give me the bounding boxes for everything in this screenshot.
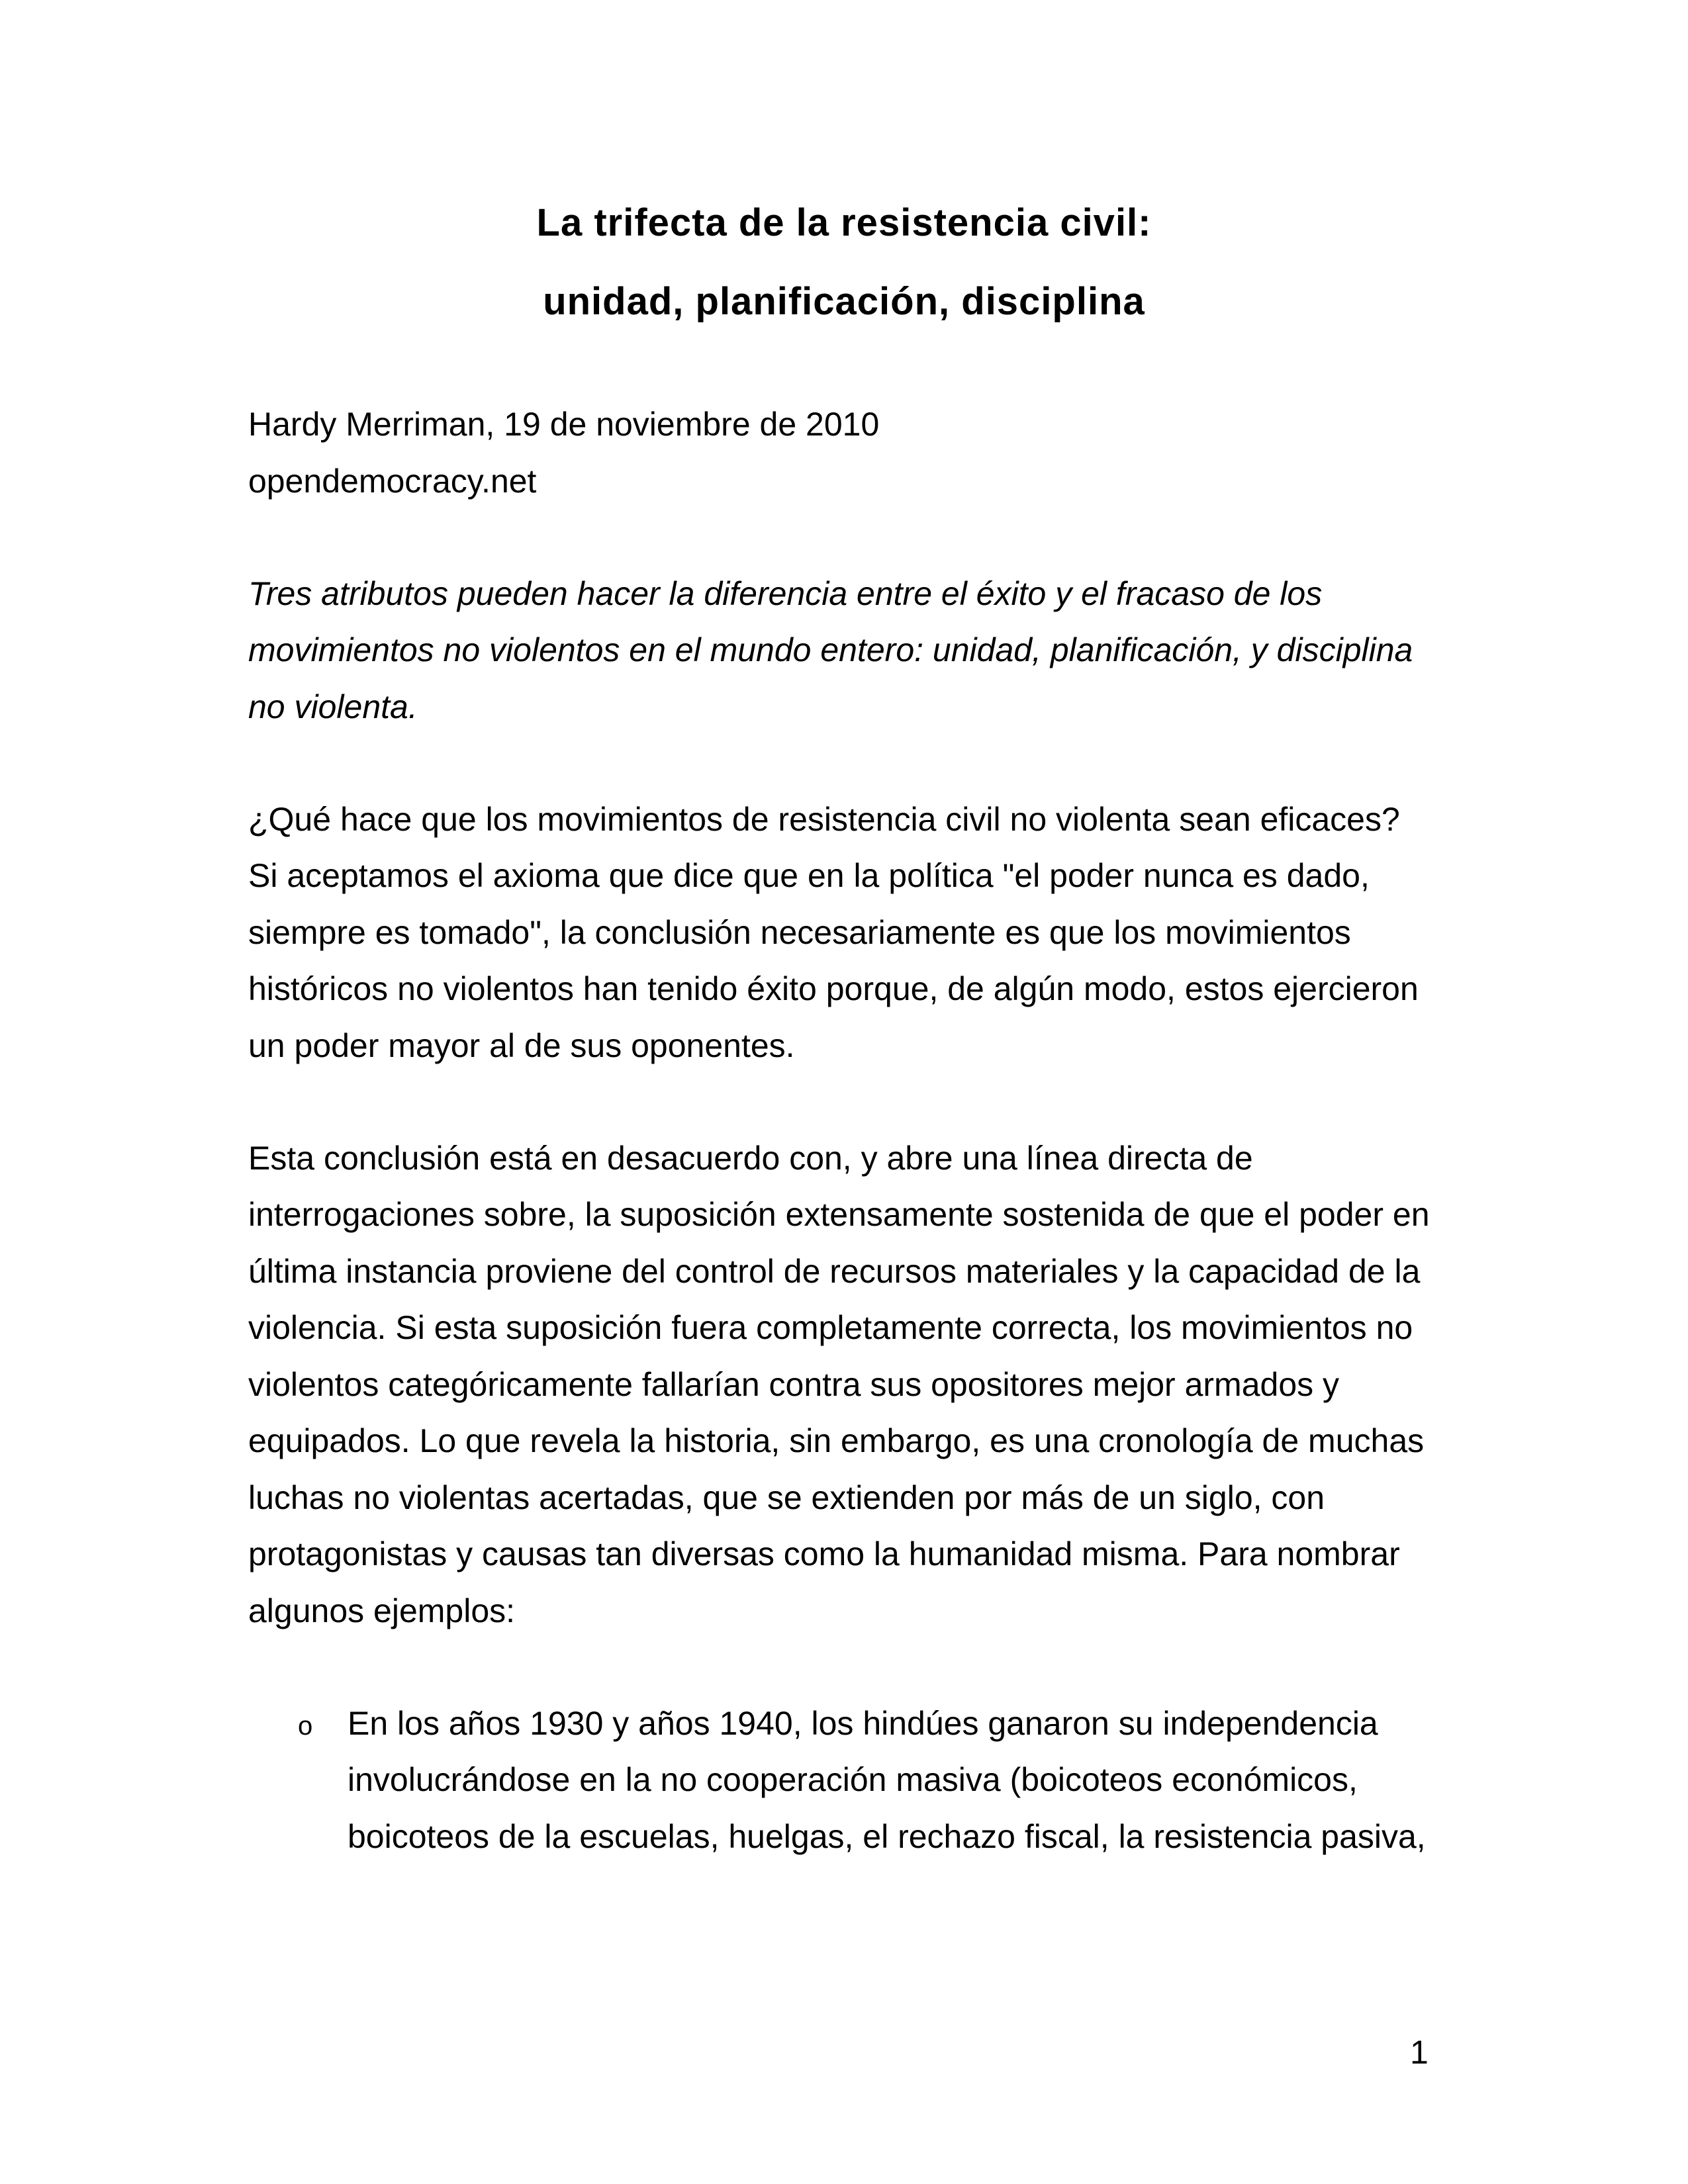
paragraph-1-line: un poder mayor al de sus oponentes. (248, 1027, 795, 1064)
bullet-1-line: involucrándose en la no cooperación masiva (boicoteos económicos, (348, 1761, 1358, 1798)
paragraph-1-line: ¿Qué hace que los movimientos de resistencia civil no violenta sean eficaces? (248, 801, 1400, 838)
paragraph-2-line: equipados. Lo que revela la historia, sin embargo, es una cronología de muchas (248, 1422, 1425, 1459)
page-number: 1 (1410, 2034, 1429, 2071)
abstract-line: Tres atributos pueden hacer la diferencia entre el éxito y el fracaso de los (248, 575, 1323, 612)
document-title-line-2: unidad, planificación, disciplina (543, 280, 1145, 323)
bullet-marker: o (298, 1711, 313, 1741)
paragraph-2-line: última instancia proviene del control de recursos materiales y la capacidad de la (248, 1253, 1421, 1290)
paragraph-2-line: luchas no violentas acertadas, que se extienden por más de un siglo, con (248, 1479, 1325, 1516)
abstract-line: no violenta. (248, 688, 418, 725)
bullet-1-line: boicoteos de la escuelas, huelgas, el rechazo fiscal, la resistencia pasiva, (348, 1818, 1426, 1855)
document-title-line-1: La trifecta de la resistencia civil: (536, 201, 1152, 244)
paragraph-1-line: Si aceptamos el axioma que dice que en la política "el poder nunca es dado, (248, 857, 1370, 894)
paragraph-2-line: interrogaciones sobre, la suposición extensamente sostenida de que el poder en (248, 1196, 1430, 1233)
abstract-line: movimientos no violentos en el mundo entero: unidad, planificación, y disciplina (248, 631, 1413, 668)
paragraph-2-line: violentos categóricamente fallarían contra sus opositores mejor armados y (248, 1366, 1340, 1403)
byline: Hardy Merriman, 19 de noviembre de 2010 (248, 406, 880, 443)
bullet-1-line: En los años 1930 y años 1940, los hindúes ganaron su independencia (348, 1705, 1378, 1742)
paragraph-1-line: históricos no violentos han tenido éxito porque, de algún modo, estos ejercieron (248, 970, 1419, 1007)
paragraph-2-line: Esta conclusión está en desacuerdo con, y abre una línea directa de (248, 1140, 1253, 1177)
paragraph-2-line: algunos ejemplos: (248, 1592, 516, 1629)
paragraph-2-line: protagonistas y causas tan diversas como la humanidad misma. Para nombrar (248, 1535, 1400, 1572)
paragraph-2-line: violencia. Si esta suposición fuera completamente correcta, los movimientos no (248, 1309, 1413, 1346)
paragraph-1-line: siempre es tomado", la conclusión necesariamente es que los movimientos (248, 914, 1351, 951)
source-site: opendemocracy.net (248, 463, 537, 500)
